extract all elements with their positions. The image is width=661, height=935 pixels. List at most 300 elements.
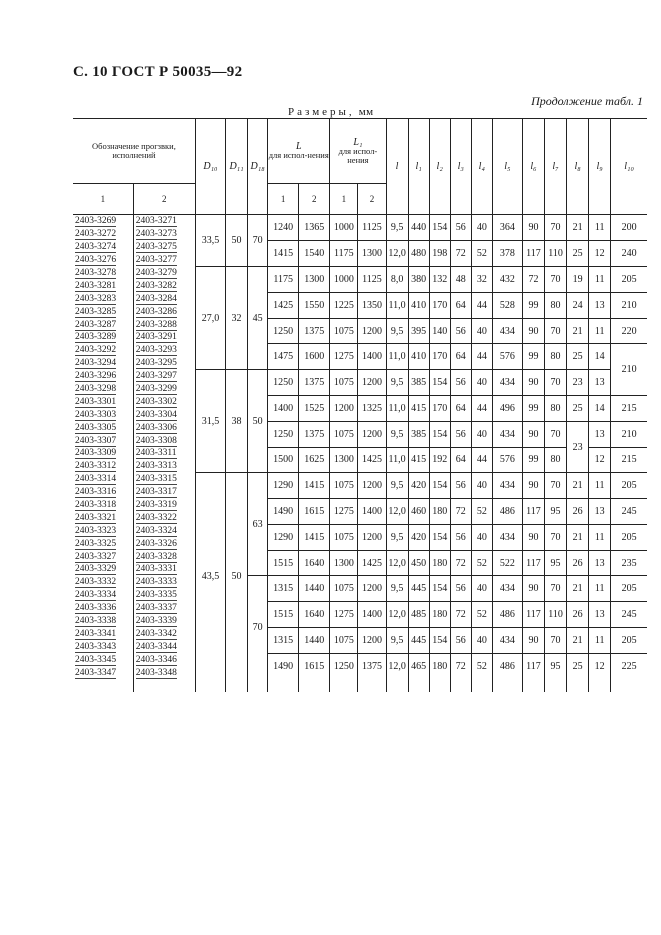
l3-value: 72: [450, 241, 471, 267]
empty-cell: [611, 679, 647, 692]
l5-value: 432: [492, 267, 522, 293]
L1-subtitle: для испол-нения: [338, 145, 378, 165]
l2-value: 154: [429, 628, 450, 654]
l8-value: 25: [567, 344, 589, 370]
designation-code: 2403-3345: [75, 654, 117, 665]
l4-value: 40: [471, 370, 492, 396]
empty-cell: [358, 679, 386, 692]
l-value: 11,0: [386, 292, 408, 318]
designation-exec-2: [133, 628, 195, 641]
length-L1-value: 1250: [268, 421, 299, 447]
length-L1_2-value: 1425: [358, 447, 386, 473]
designation-code: 2403-3312: [75, 461, 117, 472]
l8-value: 26: [567, 550, 589, 576]
l10-value: 205: [611, 524, 647, 550]
designation-code: 2403-3321: [75, 512, 117, 523]
designation-code: 2403-3333: [135, 577, 177, 588]
l1-value: 465: [408, 653, 429, 679]
empty-cell: [268, 679, 299, 692]
designation-exec-1: [73, 511, 133, 524]
l6-value: 72: [522, 267, 544, 293]
length-L1_1-value: 1275: [330, 344, 358, 370]
l6-value: 117: [522, 602, 544, 628]
empty-cell: [299, 679, 330, 692]
designation-code: 2403-3297: [135, 371, 177, 382]
length-L1-value: 1515: [268, 550, 299, 576]
length-L2-value: 1300: [299, 267, 330, 293]
l3-value: 64: [450, 447, 471, 473]
empty-cell: [567, 679, 589, 692]
l4-value: 40: [471, 576, 492, 602]
D11-header: D₁₁: [226, 119, 248, 215]
L-exec-1-header: 1: [268, 184, 299, 215]
length-L1_2-value: 1200: [358, 370, 386, 396]
designation-header: Обозначение прогзвки, исполнений: [73, 119, 195, 184]
length-L1_1-value: 1200: [330, 395, 358, 421]
l6-value: 90: [522, 370, 544, 396]
length-L1_2-value: 1375: [358, 653, 386, 679]
length-L2-value: 1640: [299, 602, 330, 628]
empty-cell: [589, 679, 611, 692]
l9-value: 11: [589, 267, 611, 293]
table-row: [73, 550, 647, 563]
designation-code: 2403-3283: [75, 293, 117, 304]
l3-value: 64: [450, 395, 471, 421]
designation-exec-1: [73, 279, 133, 292]
l7-value: 70: [545, 576, 567, 602]
l1-value: 440: [408, 215, 429, 241]
l4-value: 44: [471, 395, 492, 421]
l1-value: 445: [408, 576, 429, 602]
length-L1_2-value: 1400: [358, 602, 386, 628]
designation-code: 2403-3305: [75, 422, 117, 433]
l6-value: 90: [522, 473, 544, 499]
l10-value: 240: [611, 241, 647, 267]
designation-code: 2403-3306: [135, 422, 177, 433]
l6-value: 90: [522, 318, 544, 344]
l7-value: 80: [545, 395, 567, 421]
l5-value: 486: [492, 602, 522, 628]
l10-value: 210: [611, 292, 647, 318]
l4-value: 52: [471, 499, 492, 525]
l4-value: 52: [471, 602, 492, 628]
designation-code: 2403-3296: [75, 371, 117, 382]
designation-code: 2403-3272: [75, 229, 117, 240]
designation-exec-2: [133, 653, 195, 666]
designation-code: 2403-3289: [75, 332, 117, 343]
table-row: [73, 267, 647, 280]
l2-value: 154: [429, 524, 450, 550]
l6-value: 90: [522, 215, 544, 241]
length-L2-value: 1415: [299, 524, 330, 550]
designation-code: 2403-3295: [135, 358, 177, 369]
l7-value: 70: [545, 473, 567, 499]
table-row: [73, 628, 647, 641]
l6-value: 99: [522, 344, 544, 370]
l9-value: 13: [589, 499, 611, 525]
l7-value: 70: [545, 215, 567, 241]
designation-code: 2403-3275: [135, 242, 177, 253]
l6-value: 99: [522, 447, 544, 473]
designation-exec-2: [133, 292, 195, 305]
designation-code: 2403-3335: [135, 590, 177, 601]
designation-code: 2403-3339: [135, 616, 177, 627]
length-L1-value: 1425: [268, 292, 299, 318]
l1-header: l₁: [408, 119, 429, 215]
designation-code: 2403-3281: [75, 280, 117, 291]
length-L1-value: 1240: [268, 215, 299, 241]
table-filler-row: [73, 679, 647, 692]
l4-value: 52: [471, 653, 492, 679]
designation-exec-1: [73, 537, 133, 550]
length-L1_2-value: 1125: [358, 215, 386, 241]
length-L2-value: 1640: [299, 550, 330, 576]
l4-value: 52: [471, 241, 492, 267]
l9-value: 12: [589, 447, 611, 473]
l2-value: 154: [429, 576, 450, 602]
designation-exec-1: [73, 318, 133, 331]
empty-cell: [330, 679, 358, 692]
l5-value: 434: [492, 576, 522, 602]
D10-value: 43,5: [195, 473, 225, 679]
designation-exec-1: [73, 267, 133, 280]
l8-value: 21: [567, 318, 589, 344]
designation-code: 2403-3304: [135, 409, 177, 420]
designation-exec-1: [73, 640, 133, 653]
designation-exec-2: [133, 460, 195, 473]
l1-value: 420: [408, 524, 429, 550]
dimensions-unit: мм: [358, 106, 374, 118]
l10-value: 245: [611, 499, 647, 525]
table-row: [73, 344, 647, 357]
empty-cell: [73, 679, 133, 692]
length-L1_2-value: 1425: [358, 550, 386, 576]
length-L2-value: 1375: [299, 370, 330, 396]
length-L1-value: 1490: [268, 499, 299, 525]
length-L1_2-value: 1125: [358, 267, 386, 293]
l9-value: 11: [589, 576, 611, 602]
designation-code: 2403-3323: [75, 525, 117, 536]
designation-code: 2403-3302: [135, 396, 177, 407]
length-L2-value: 1415: [299, 473, 330, 499]
length-L1_2-value: 1325: [358, 395, 386, 421]
l-value: 12,0: [386, 241, 408, 267]
exec-2-header: 2: [133, 184, 195, 215]
designation-code: 2403-3317: [135, 487, 177, 498]
designation-code: 2403-3307: [75, 435, 117, 446]
designation-exec-1: [73, 395, 133, 408]
l-value: 11,0: [386, 447, 408, 473]
page-header: С. 10 ГОСТ Р 50035—92: [73, 64, 243, 80]
length-L1-value: 1250: [268, 370, 299, 396]
dimensions-caption: [288, 106, 374, 118]
designation-code: 2403-3279: [135, 268, 177, 278]
D18-value: 45: [248, 267, 268, 370]
length-L2-value: 1365: [299, 215, 330, 241]
l7-value: 80: [545, 292, 567, 318]
l3-value: 56: [450, 473, 471, 499]
designation-exec-1: [73, 499, 133, 512]
l5-value: 434: [492, 524, 522, 550]
l10-value: 200: [611, 215, 647, 241]
empty-cell: [522, 679, 544, 692]
l3-value: 64: [450, 292, 471, 318]
designation-code: 2403-3269: [75, 216, 117, 227]
l-value: 11,0: [386, 344, 408, 370]
l7-value: 70: [545, 318, 567, 344]
l1-value: 445: [408, 628, 429, 654]
l10-value: 205: [611, 473, 647, 499]
designation-code: 2403-3329: [75, 564, 117, 575]
length-L1-value: 1515: [268, 602, 299, 628]
l4-value: 40: [471, 473, 492, 499]
designation-code: 2403-3313: [135, 461, 177, 472]
l2-value: 132: [429, 267, 450, 293]
designation-exec-2: [133, 602, 195, 615]
table-row: [73, 370, 647, 383]
L-symbol: L: [295, 141, 302, 152]
table-row: [73, 318, 647, 331]
designation-code: 2403-3287: [75, 319, 117, 330]
L-header: [268, 119, 330, 184]
empty-cell: [226, 679, 248, 692]
designation-code: 2403-3338: [75, 616, 117, 627]
designation-code: 2403-3328: [135, 551, 177, 562]
l8-value: 23: [567, 421, 589, 473]
designation-code: 2403-3284: [135, 293, 177, 304]
l10-header: l₁₀: [611, 119, 647, 215]
l5-value: 434: [492, 473, 522, 499]
l1-value: 415: [408, 447, 429, 473]
l2-value: 170: [429, 395, 450, 421]
L1-exec-2-header: 2: [358, 184, 386, 215]
l7-value: 70: [545, 421, 567, 447]
l-value: 9,5: [386, 524, 408, 550]
designation-exec-1: [73, 241, 133, 254]
designation-code: 2403-3344: [135, 641, 177, 652]
designation-exec-2: [133, 640, 195, 653]
l2-value: 154: [429, 370, 450, 396]
designation-exec-1: [73, 408, 133, 421]
l5-header: l₅: [492, 119, 522, 215]
l10-value: 235: [611, 550, 647, 576]
designation-code: 2403-3332: [75, 577, 117, 588]
designation-code: 2403-3327: [75, 551, 117, 562]
designation-exec-2: [133, 434, 195, 447]
l2-value: 170: [429, 344, 450, 370]
l10-value: 220: [611, 318, 647, 344]
l4-value: 40: [471, 524, 492, 550]
designation-code: 2403-3303: [75, 409, 117, 420]
designation-code: 2403-3314: [75, 474, 117, 485]
l4-value: 32: [471, 267, 492, 293]
designation-exec-2: [133, 473, 195, 486]
table-row: [73, 292, 647, 305]
length-L1_2-value: 1200: [358, 421, 386, 447]
l7-value: 80: [545, 344, 567, 370]
l5-value: 434: [492, 370, 522, 396]
l5-value: 434: [492, 318, 522, 344]
designation-exec-2: [133, 524, 195, 537]
designation-exec-1: [73, 383, 133, 396]
designation-code: 2403-3285: [75, 306, 117, 317]
designation-exec-2: [133, 279, 195, 292]
designation-code: 2403-3274: [75, 242, 117, 253]
l4-value: 44: [471, 344, 492, 370]
l9-value: 13: [589, 292, 611, 318]
l-value: 9,5: [386, 421, 408, 447]
D10-value: 33,5: [195, 215, 225, 267]
l8-value: 23: [567, 370, 589, 396]
l5-value: 522: [492, 550, 522, 576]
designation-exec-1: [73, 434, 133, 447]
l4-header: l₄: [471, 119, 492, 215]
l3-value: 56: [450, 576, 471, 602]
designation-code: 2403-3318: [75, 500, 117, 511]
designation-exec-2: [133, 576, 195, 589]
length-L1-value: 1490: [268, 653, 299, 679]
designation-exec-2: [133, 267, 195, 280]
designation-code: 2403-3277: [135, 255, 177, 266]
l-header: l: [386, 119, 408, 215]
length-L1-value: 1315: [268, 576, 299, 602]
l10-value: 210: [611, 421, 647, 447]
l2-value: 140: [429, 318, 450, 344]
l9-value: 13: [589, 370, 611, 396]
l8-value: 25: [567, 395, 589, 421]
l1-value: 480: [408, 241, 429, 267]
designation-code: 2403-3337: [135, 603, 177, 614]
l3-value: 56: [450, 524, 471, 550]
designation-code: 2403-3347: [75, 667, 117, 678]
length-L2-value: 1550: [299, 292, 330, 318]
l10-value: 215: [611, 395, 647, 421]
designation-exec-2: [133, 486, 195, 499]
length-L1-value: 1290: [268, 524, 299, 550]
empty-cell: [386, 679, 408, 692]
designation-exec-2: [133, 550, 195, 563]
table-row: [73, 447, 647, 460]
l2-value: 180: [429, 550, 450, 576]
designation-exec-1: [73, 486, 133, 499]
l1-value: 385: [408, 421, 429, 447]
l-value: 12,0: [386, 499, 408, 525]
l1-value: 460: [408, 499, 429, 525]
l9-value: 13: [589, 550, 611, 576]
l5-value: 364: [492, 215, 522, 241]
length-L1_1-value: 1075: [330, 524, 358, 550]
l-value: 12,0: [386, 653, 408, 679]
l9-value: 11: [589, 524, 611, 550]
designation-code: 2403-3311: [135, 448, 177, 459]
l7-value: 95: [545, 499, 567, 525]
designation-exec-2: [133, 331, 195, 344]
designation-exec-2: [133, 666, 195, 679]
designation-code: 2403-3291: [135, 332, 177, 343]
l8-value: 24: [567, 292, 589, 318]
designation-exec-2: [133, 395, 195, 408]
length-L1_1-value: 1250: [330, 653, 358, 679]
designation-code: 2403-3294: [75, 358, 117, 369]
l9-value: 11: [589, 318, 611, 344]
l6-value: 117: [522, 550, 544, 576]
length-L1_1-value: 1075: [330, 473, 358, 499]
l8-value: 21: [567, 473, 589, 499]
designation-exec-1: [73, 524, 133, 537]
l7-value: 80: [545, 447, 567, 473]
empty-cell: [429, 679, 450, 692]
l6-value: 90: [522, 524, 544, 550]
length-L1-value: 1500: [268, 447, 299, 473]
l6-value: 117: [522, 653, 544, 679]
designation-exec-1: [73, 615, 133, 628]
l6-value: 90: [522, 628, 544, 654]
l3-value: 56: [450, 421, 471, 447]
l2-value: 180: [429, 653, 450, 679]
designation-exec-1: [73, 421, 133, 434]
l9-value: 11: [589, 628, 611, 654]
empty-cell: [492, 679, 522, 692]
l5-value: 576: [492, 344, 522, 370]
l8-value: 21: [567, 215, 589, 241]
l-value: 9,5: [386, 318, 408, 344]
l7-value: 70: [545, 370, 567, 396]
l7-value: 95: [545, 550, 567, 576]
designation-exec-2: [133, 370, 195, 383]
empty-cell: [545, 679, 567, 692]
designation-code: 2403-3341: [75, 628, 117, 639]
designation-code: 2403-3343: [75, 641, 117, 652]
l-value: 12,0: [386, 602, 408, 628]
length-L1_1-value: 1275: [330, 499, 358, 525]
designation-exec-2: [133, 589, 195, 602]
length-L1_1-value: 1075: [330, 421, 358, 447]
length-L2-value: 1600: [299, 344, 330, 370]
l9-value: 13: [589, 602, 611, 628]
length-L1-value: 1315: [268, 628, 299, 654]
designation-exec-2: [133, 383, 195, 396]
l3-value: 72: [450, 550, 471, 576]
designation-code: 2403-3299: [135, 384, 177, 395]
l7-value: 70: [545, 267, 567, 293]
L1-exec-1-header: 1: [330, 184, 358, 215]
length-L1_1-value: 1075: [330, 576, 358, 602]
l6-value: 117: [522, 499, 544, 525]
length-L2-value: 1440: [299, 576, 330, 602]
l6-value: 90: [522, 576, 544, 602]
length-L2-value: 1375: [299, 421, 330, 447]
length-L1_2-value: 1400: [358, 344, 386, 370]
designation-code: 2403-3322: [135, 512, 177, 523]
designation-exec-1: [73, 628, 133, 641]
designation-exec-1: [73, 653, 133, 666]
l5-value: 434: [492, 628, 522, 654]
length-L1_1-value: 1075: [330, 318, 358, 344]
l1-value: 485: [408, 602, 429, 628]
designation-exec-1: [73, 563, 133, 576]
designation-exec-2: [133, 228, 195, 241]
l10-value: 245: [611, 602, 647, 628]
length-L1_1-value: 1000: [330, 267, 358, 293]
designation-code: 2403-3334: [75, 590, 117, 601]
l2-value: 170: [429, 292, 450, 318]
D11-value: 38: [226, 370, 248, 473]
l4-value: 40: [471, 318, 492, 344]
l9-value: 13: [589, 421, 611, 447]
l3-value: 56: [450, 628, 471, 654]
D11-value: 32: [226, 267, 248, 370]
length-L1_1-value: 1225: [330, 292, 358, 318]
